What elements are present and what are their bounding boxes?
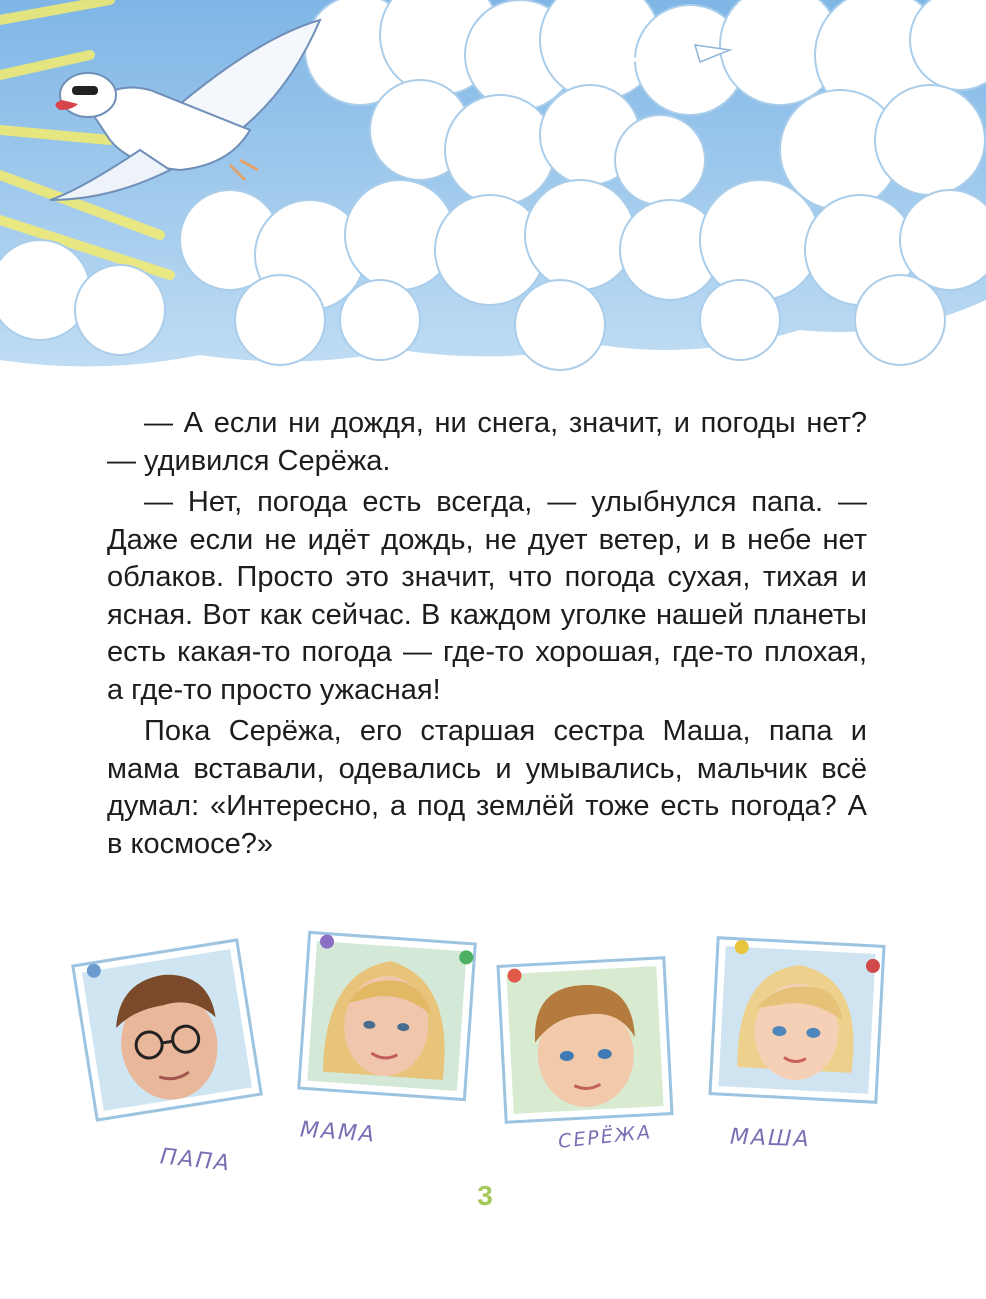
portrait-card-mama: [297, 930, 478, 1101]
page-number: 3: [477, 1180, 493, 1211]
paragraph: — А если ни дождя, ни снега, значит, и погоды нет? — удивился Серёжа.: [107, 407, 867, 477]
sky-illustration: [0, 0, 986, 385]
masha-portrait-icon: [708, 936, 886, 1105]
mom-portrait-icon: [297, 930, 478, 1101]
story-text: [107, 405, 867, 863]
paragraph: — Нет, погода есть всегда, — улыбнулся папа. — Даже если не идёт дождь, не дует ветер, и в небе нет облаков. Просто это значит, что погода сухая, тихая и ясная. Вот как сейчас. В каждом уголке нашей планеты есть какая-то погода — где-то хорошая, где-то плохая, а где-то просто ужасная!: [107, 486, 867, 706]
portrait-label-mama: МАМА: [299, 1117, 377, 1148]
portrait-label-seryozha: СЕРЁЖА: [557, 1121, 654, 1153]
portrait-card-masha: [708, 936, 886, 1105]
family-portraits: [0, 930, 986, 1177]
seryozha-portrait-icon: [496, 956, 674, 1125]
portrait-label-masha: МАША: [729, 1124, 812, 1153]
portrait-label-papa: ПАПА: [158, 1144, 233, 1177]
portrait-card-seryozha: [496, 956, 674, 1125]
paragraph: Пока Серёжа, его старшая сестра Маша, папа и мама вставали, одевались и умывались, мальчик всё думал: «Интересно, а под землёй тоже есть погода? А в космосе?»: [107, 715, 867, 860]
portrait-card-papa: [71, 938, 264, 1123]
dad-portrait-icon: [71, 938, 264, 1123]
